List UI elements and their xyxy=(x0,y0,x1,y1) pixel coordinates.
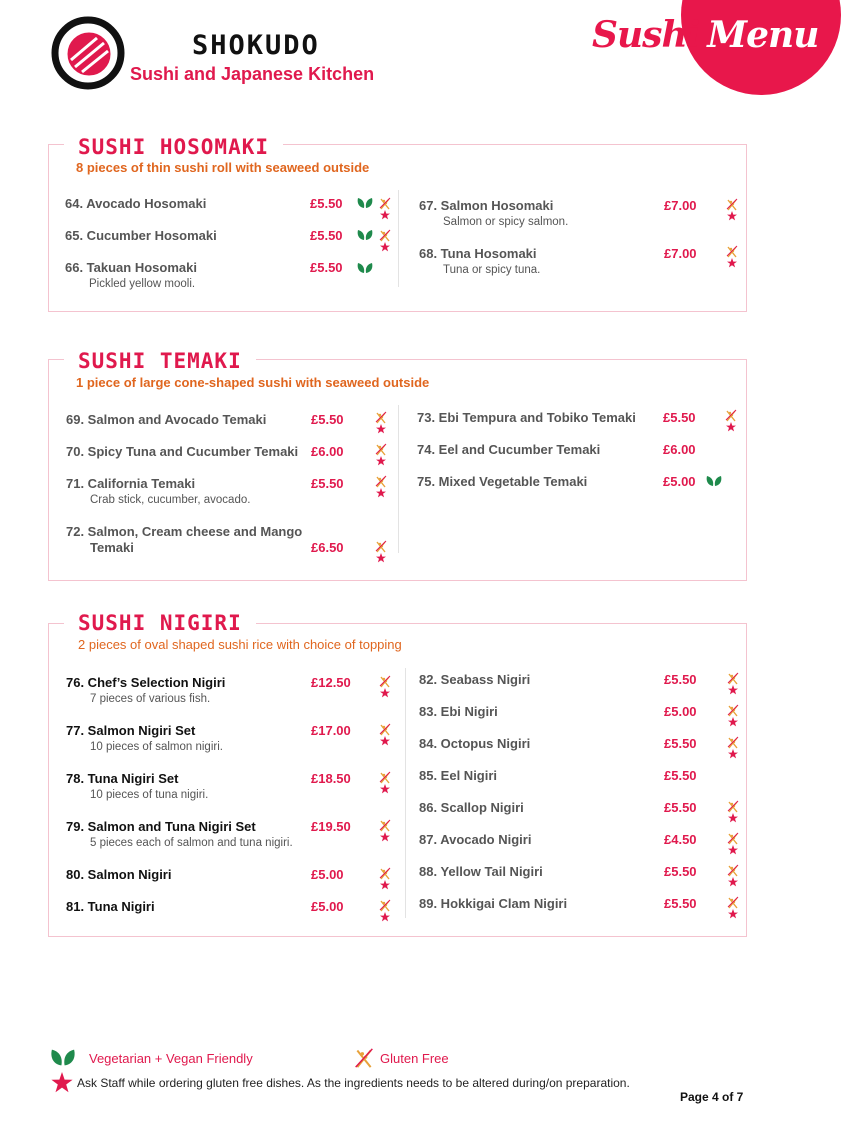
gluten-free-icon xyxy=(379,899,391,923)
menu-item xyxy=(66,771,208,801)
vegan-legend-icon xyxy=(50,1048,76,1067)
gluten-free-icon xyxy=(379,867,391,891)
item-name: 69. Salmon and Avocado Temaki xyxy=(66,412,267,427)
menu-item xyxy=(417,410,636,425)
gluten-free-icon xyxy=(727,800,739,824)
menu-title-word-2: Menu xyxy=(707,14,819,56)
item-price: £5.50 xyxy=(663,410,696,425)
gluten-free-icon xyxy=(379,819,391,843)
vegan-legend-label: Vegetarian + Vegan Friendly xyxy=(89,1051,253,1066)
item-price: £5.00 xyxy=(311,867,344,882)
item-icons xyxy=(727,832,739,856)
item-icons xyxy=(725,409,737,433)
vegan-icon xyxy=(357,262,373,274)
item-icons xyxy=(375,475,387,499)
section-title: SUSHI NIGIRI xyxy=(64,611,256,635)
item-name: 65. Cucumber Hosomaki xyxy=(65,228,217,243)
section-title: SUSHI HOSOMAKI xyxy=(64,135,283,159)
vegan-icon xyxy=(357,229,373,241)
column-divider xyxy=(398,405,399,553)
item-price: £5.50 xyxy=(664,768,697,783)
section-subtitle: 2 pieces of oval shaped sushi rice with choice of topping xyxy=(78,637,402,652)
menu-item xyxy=(419,864,543,879)
menu-item xyxy=(419,800,524,815)
item-name: 73. Ebi Tempura and Tobiko Temaki xyxy=(417,410,636,425)
item-price: £18.50 xyxy=(311,771,351,786)
menu-item xyxy=(66,867,171,882)
gluten-free-icon xyxy=(379,771,391,795)
item-price: £5.50 xyxy=(311,412,344,427)
gluten-free-icon xyxy=(375,443,387,467)
vegan-icon xyxy=(706,475,722,487)
gluten-free-icon xyxy=(727,864,739,888)
gluten-free-icon xyxy=(379,723,391,747)
item-price: £5.00 xyxy=(663,474,696,489)
item-price: £6.50 xyxy=(311,540,344,555)
item-name: 64. Avocado Hosomaki xyxy=(65,196,207,211)
column-divider xyxy=(405,668,406,918)
item-icons xyxy=(379,771,391,795)
item-price: £17.00 xyxy=(311,723,351,738)
item-price: £12.50 xyxy=(311,675,351,690)
item-price: £5.50 xyxy=(664,800,697,815)
menu-item xyxy=(419,736,530,751)
item-name: 70. Spicy Tuna and Cucumber Temaki xyxy=(66,444,299,459)
item-name: 79. Salmon and Tuna Nigiri Set xyxy=(66,819,256,834)
item-icons xyxy=(375,443,387,467)
item-icons xyxy=(379,819,391,843)
item-price: £5.50 xyxy=(664,864,697,879)
item-name: 74. Eel and Cucumber Temaki xyxy=(417,442,601,457)
item-price: £6.00 xyxy=(311,444,344,459)
item-description: 10 pieces of tuna nigiri. xyxy=(90,789,209,801)
section-title: SUSHI TEMAKI xyxy=(64,349,256,373)
item-icons xyxy=(379,723,391,747)
menu-item xyxy=(419,704,498,719)
gluten-free-note: Ask Staff while ordering gluten free dishes. As the ingredients needs to be altered during/on preparation. xyxy=(77,1076,630,1090)
menu-item xyxy=(419,768,497,783)
item-description: 7 pieces of various fish. xyxy=(90,693,211,705)
item-price: £5.50 xyxy=(311,476,344,491)
item-name: 78. Tuna Nigiri Set xyxy=(66,771,179,786)
item-price: £5.50 xyxy=(664,672,697,687)
item-name: 82. Seabass Nigiri xyxy=(419,672,531,687)
item-description: Salmon or spicy salmon. xyxy=(443,216,569,228)
item-price: £19.50 xyxy=(311,819,351,834)
gluten-free-icon xyxy=(379,675,391,699)
item-name: 88. Yellow Tail Nigiri xyxy=(419,864,543,879)
item-price: £5.50 xyxy=(310,196,343,211)
item-price: £6.00 xyxy=(663,442,696,457)
menu-item xyxy=(417,442,600,457)
item-name: 76. Chef’s Selection Nigiri xyxy=(66,675,226,690)
item-icons xyxy=(375,540,387,564)
item-name: 89. Hokkigai Clam Nigiri xyxy=(419,896,568,911)
gluten-free-icon xyxy=(379,197,391,221)
item-name: 83. Ebi Nigiri xyxy=(419,704,498,719)
item-icons xyxy=(727,800,739,824)
item-price: £5.50 xyxy=(664,896,697,911)
gluten-free-icon xyxy=(727,896,739,920)
item-description: 10 pieces of salmon nigiri. xyxy=(90,741,223,753)
star-icon xyxy=(51,1072,73,1093)
brand-logo xyxy=(49,14,127,92)
item-icons xyxy=(357,229,391,253)
item-description: Crab stick, cucumber, avocado. xyxy=(90,494,251,506)
item-price: £5.00 xyxy=(664,704,697,719)
gluten-free-icon xyxy=(375,411,387,435)
menu-item xyxy=(66,675,225,705)
menu-item xyxy=(66,723,223,753)
item-price: £5.50 xyxy=(310,228,343,243)
item-name: 68. Tuna Hosomaki xyxy=(419,246,537,261)
item-description: 5 pieces each of salmon and tuna nigiri. xyxy=(90,837,293,849)
brand-tagline: Sushi and Japanese Kitchen xyxy=(130,64,375,84)
gluten-free-icon xyxy=(375,540,387,564)
item-name: 85. Eel Nigiri xyxy=(419,768,498,783)
menu-item xyxy=(419,672,530,687)
menu-item xyxy=(65,260,197,290)
item-name: 81. Tuna Nigiri xyxy=(66,899,155,914)
gluten-free-icon xyxy=(726,198,738,222)
item-icons xyxy=(727,864,739,888)
item-name: 66. Takuan Hosomaki xyxy=(65,260,197,275)
item-icons xyxy=(357,262,373,274)
item-icons xyxy=(727,672,739,696)
gluten-free-icon xyxy=(375,475,387,499)
item-price: £5.00 xyxy=(311,899,344,914)
gluten-free-icon xyxy=(727,832,739,856)
menu-item xyxy=(65,196,206,211)
item-icons xyxy=(379,899,391,923)
gluten-free-icon xyxy=(727,736,739,760)
item-name: 71. California Temaki xyxy=(66,476,196,491)
column-divider xyxy=(398,190,399,287)
page-number: Page 4 of 7 xyxy=(680,1090,744,1104)
item-icons xyxy=(706,475,722,487)
item-icons xyxy=(727,704,739,728)
item-icons xyxy=(357,197,391,221)
gluten-free-icon xyxy=(727,704,739,728)
gluten-free-icon xyxy=(726,245,738,269)
item-name-continued: Temaki xyxy=(90,540,134,555)
item-description: Tuna or spicy tuna. xyxy=(443,264,541,276)
item-price: £5.50 xyxy=(310,260,343,275)
gluten-free-legend-icon xyxy=(354,1047,374,1069)
gluten-free-icon xyxy=(379,229,391,253)
menu-item xyxy=(66,412,266,427)
menu-item xyxy=(419,198,568,228)
menu-item xyxy=(66,476,250,506)
item-price: £5.50 xyxy=(664,736,697,751)
menu-item xyxy=(66,444,298,459)
item-icons xyxy=(379,675,391,699)
item-icons xyxy=(727,896,739,920)
gluten-free-legend-label: Gluten Free xyxy=(380,1051,449,1066)
item-name: 84. Octopus Nigiri xyxy=(419,736,531,751)
item-price: £4.50 xyxy=(664,832,697,847)
item-icons xyxy=(375,411,387,435)
item-name: 77. Salmon Nigiri Set xyxy=(66,723,196,738)
menu-title-word-1: Sushi xyxy=(592,14,700,56)
item-price: £7.00 xyxy=(664,198,697,213)
menu-item xyxy=(419,896,567,911)
item-name: 67. Salmon Hosomaki xyxy=(419,198,554,213)
section-subtitle: 8 pieces of thin sushi roll with seaweed outside xyxy=(76,160,370,175)
item-name: 72. Salmon, Cream cheese and Mango xyxy=(66,524,303,539)
item-name: 86. Scallop Nigiri xyxy=(419,800,524,815)
menu-item xyxy=(65,228,217,243)
item-name: 80. Salmon Nigiri xyxy=(66,867,172,882)
item-description: Pickled yellow mooli. xyxy=(89,278,196,290)
menu-title xyxy=(592,14,818,56)
item-name: 75. Mixed Vegetable Temaki xyxy=(417,474,588,489)
menu-item xyxy=(66,819,293,849)
gluten-free-icon xyxy=(725,409,737,433)
item-icons xyxy=(727,736,739,760)
brand-name: SHOKUDO xyxy=(192,30,320,61)
item-name: 87. Avocado Nigiri xyxy=(419,832,532,847)
section-subtitle: 1 piece of large cone-shaped sushi with seaweed outside xyxy=(76,375,430,390)
vegan-icon xyxy=(357,197,373,209)
gluten-free-icon xyxy=(727,672,739,696)
menu-item xyxy=(419,832,531,847)
item-icons xyxy=(726,245,738,269)
menu-item xyxy=(419,246,540,276)
item-icons xyxy=(726,198,738,222)
item-price: £7.00 xyxy=(664,246,697,261)
menu-item xyxy=(66,524,302,555)
item-icons xyxy=(379,867,391,891)
menu-item xyxy=(66,899,155,914)
menu-item xyxy=(417,474,587,489)
